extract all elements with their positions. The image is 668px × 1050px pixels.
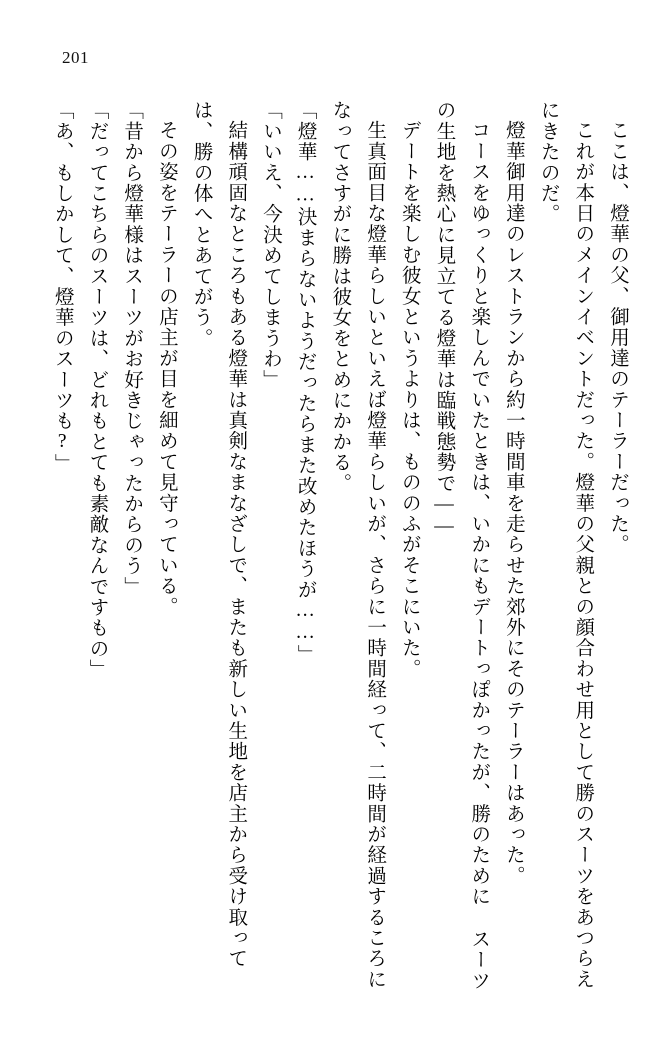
paragraph: 結構頑固なところもある燈華は真剣なまなざしで、またも新しい生地を店主から受け取っては、勝の体へとあてがう。 (190, 100, 247, 969)
paragraph: 「あ、もしかして、燈華のスーツも?」 (51, 100, 73, 475)
paragraph: 「いいえ、今決めてしまうわ」 (259, 100, 281, 390)
paragraph: デートを楽しむ彼女というよりは、もののふがそこにいた。 (398, 119, 420, 679)
paragraph: コースをゆっくりと楽しんでいたときは、いかにもデートっぽかったが、勝のために スーツの生地を熱心に見立てる燈華は臨戦態勢で―― (433, 100, 490, 991)
paragraph: これが本日のメインイベントだった。燈華の父親との顔合わせ用として勝のスーツをあつらえにきたのだ。 (537, 100, 594, 989)
paragraph: 「昔から燈華様はスーツがお好きじゃったからのう」 (121, 100, 143, 597)
paragraph: 燈華御用達のレストランから約一時間車を走らせた郊外にそのテーラーはあった。 (502, 119, 524, 886)
paragraph: 生真面目な燈華らしいといえば燈華らしいが、さらに一時間経って、二時間が経過するころになってさすがに勝は彼女をとめにかかる。 (329, 100, 386, 989)
paragraph: 「燈華……決まらないようだったらまた改めたほうが……」 (294, 100, 316, 665)
paragraph: ここは、燈華の父、御用達のテーラーだった。 (607, 119, 628, 555)
paragraph: 「だってこちらのスーツは、どれもとても素敵なんですもの」 (86, 100, 108, 680)
paragraph: その姿をテーラーの店主が目を細めて見守っている。 (155, 119, 177, 617)
page-body-text (34, 100, 634, 1000)
page-number: 201 (62, 48, 89, 67)
